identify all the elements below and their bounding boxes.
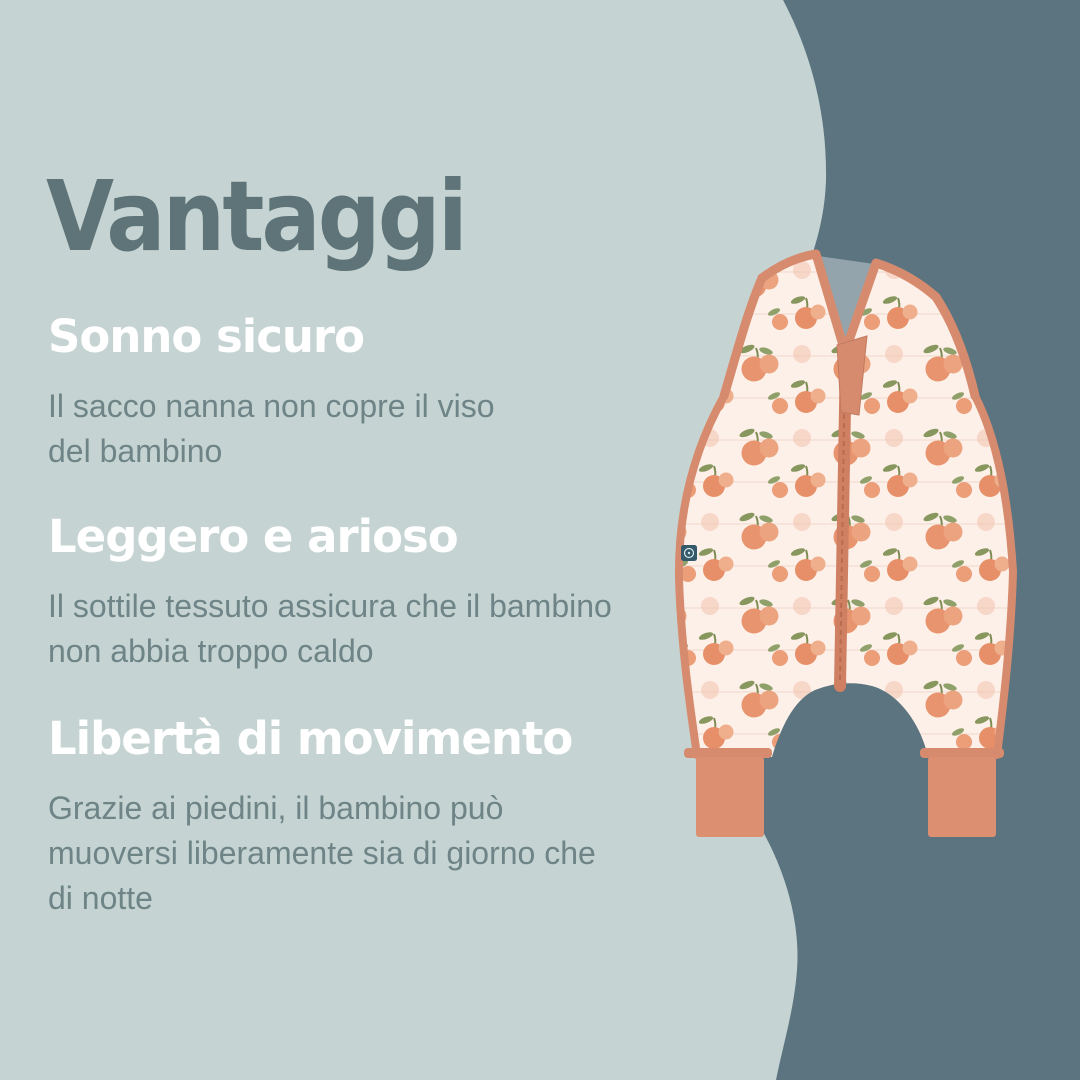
- body-line: non abbia troppo caldo: [48, 633, 374, 669]
- body-line: del bambino: [48, 433, 223, 469]
- body-line: di notte: [48, 880, 153, 916]
- section-body: [48, 384, 494, 474]
- section-heading: Libertà di movimento: [48, 712, 573, 765]
- section-sonno-sicuro: [48, 308, 494, 474]
- section-leggero-arioso: [48, 508, 612, 674]
- body-line: Grazie ai piedini, il bambino può: [48, 790, 504, 826]
- body-line: Il sacco nanna non copre il viso: [48, 388, 495, 424]
- section-heading: Sonno sicuro: [48, 310, 365, 363]
- section-body: [48, 786, 596, 921]
- page-title: Vantaggi: [46, 160, 465, 274]
- body-line: Il sottile tessuto assicura che il bambino: [48, 588, 612, 624]
- section-liberta-movimento: [48, 710, 596, 921]
- section-heading: Leggero e arioso: [48, 510, 458, 563]
- section-body: [48, 584, 612, 674]
- body-line: muoversi liberamente sia di giorno che: [48, 835, 596, 871]
